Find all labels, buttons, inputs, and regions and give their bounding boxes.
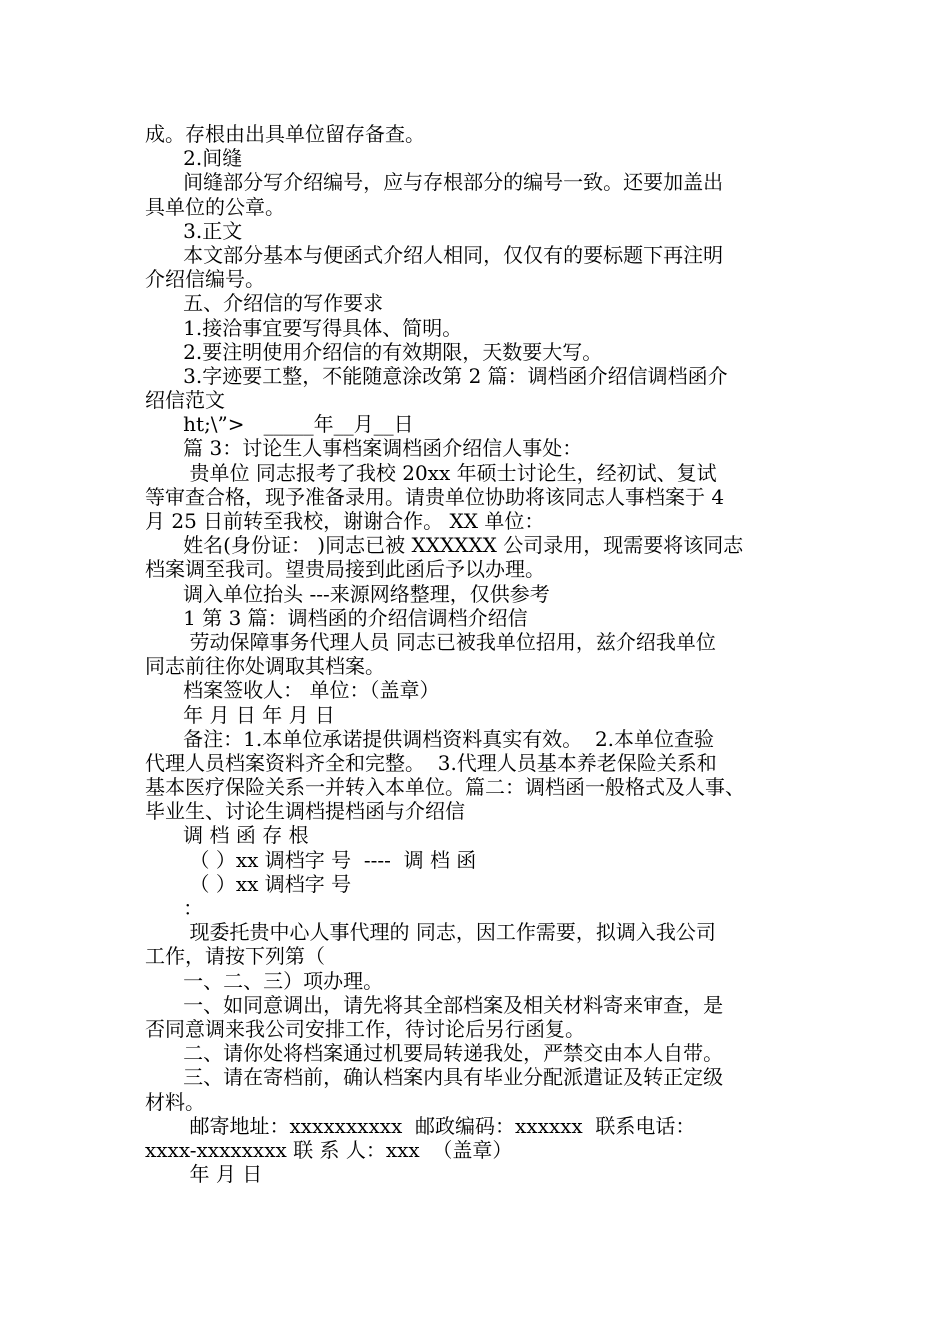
text-line: 材料。	[145, 1089, 205, 1114]
text-line: （ ）xx 调档字 号	[145, 871, 352, 896]
text-line: 五、介绍信的写作要求	[145, 291, 384, 316]
text-line: 2.间缝	[145, 146, 243, 171]
text-line: ht;\”> _____年__月__日	[145, 412, 414, 437]
text-line: 介绍信编号。	[145, 267, 265, 292]
text-line: 3.正文	[145, 218, 243, 243]
text-line: 篇 3：讨论生人事档案调档函介绍信人事处：	[145, 436, 583, 461]
text-line: （ ）xx 调档字 号 ---- 调 档 函	[145, 847, 477, 872]
text-line: 毕业生、讨论生调档提档函与介绍信	[145, 799, 465, 824]
text-line: 具单位的公章。	[145, 194, 285, 219]
text-line: 3.字迹要工整，不能随意涂改第 2 篇：调档函介绍信调档函介	[145, 363, 728, 388]
document-body-text	[145, 122, 815, 1186]
text-line: 代理人员档案资料齐全和完整。 3.代理人员基本养老保险关系和	[145, 750, 717, 775]
text-line: 1 第 3 篇：调档函的介绍信调档介绍信	[145, 605, 528, 630]
text-line: 档案签收人： 单位：（盖章）	[145, 678, 440, 703]
text-line: 二、请你处将档案通过机要局转递我处，严禁交由本人自带。	[145, 1041, 724, 1066]
text-line: 现委托贵中心人事代理的 同志，因工作需要，拟调入我公司	[145, 920, 716, 945]
text-line: 同志前往你处调取其档案。	[145, 654, 385, 679]
text-line: 三、请在寄档前，确认档案内具有毕业分配派遣证及转正定级	[145, 1065, 724, 1090]
text-line: 基本医疗保险关系一并转入本单位。篇二：调档函一般格式及人事、	[145, 775, 745, 800]
text-line: 月 25 日前转至我校，谢谢合作。 XX 单位：	[145, 509, 545, 533]
text-line: 年 月 日 年 月 日	[145, 702, 335, 727]
text-line: ：	[145, 896, 204, 920]
text-line: 等审查合格，现予准备录用。请贵单位协助将该同志人事档案于 4	[145, 484, 725, 509]
text-line: 本文部分基本与便函式介绍人相同，仅仅有的要标题下再注明	[145, 242, 724, 267]
text-line: 备注：1.本单位承诺提供调档资料真实有效。 2.本单位查验	[145, 726, 715, 751]
text-line: 档案调至我司。望贵局接到此函后予以办理。	[145, 557, 545, 582]
text-line: 姓名(身份证： )同志已被 XXXXXX 公司录用，现需要将该同志	[145, 533, 744, 558]
text-line: 劳动保障事务代理人员 同志已被我单位招用，兹介绍我单位	[145, 629, 716, 654]
text-line: 年 月 日	[145, 1162, 263, 1187]
text-line: 1.接洽事宜要写得具体、简明。	[145, 315, 463, 340]
text-line: 邮寄地址：xxxxxxxxxx 邮政编码：xxxxxx 联系电话：	[145, 1113, 696, 1138]
text-line: 一、如同意调出，请先将其全部档案及相关材料寄来审查，是	[145, 992, 724, 1017]
text-line: 调 档 函 存 根	[145, 823, 309, 848]
text-line: 调入单位抬头 ---来源网络整理，仅供参考	[145, 581, 550, 606]
text-line: 2.要注明使用介绍信的有效期限，天数要大写。	[145, 339, 603, 364]
text-line: 否同意调来我公司安排工作，待讨论后另行函复。	[145, 1016, 585, 1041]
text-line: 间缝部分写介绍编号，应与存根部分的编号一致。还要加盖出	[145, 170, 724, 195]
text-line: 工作，请按下列第（	[145, 944, 325, 969]
text-line: 贵单位 同志报考了我校 20xx 年硕士讨论生，经初试、复试	[145, 460, 717, 485]
text-line: xxxx-xxxxxxxx 联 系 人：xxx （盖章）	[145, 1137, 513, 1162]
text-line: 成。存根由出具单位留存备查。	[145, 122, 425, 146]
text-line: 一、二、三）项办理。	[145, 968, 384, 993]
text-line: 绍信范文	[145, 388, 225, 413]
